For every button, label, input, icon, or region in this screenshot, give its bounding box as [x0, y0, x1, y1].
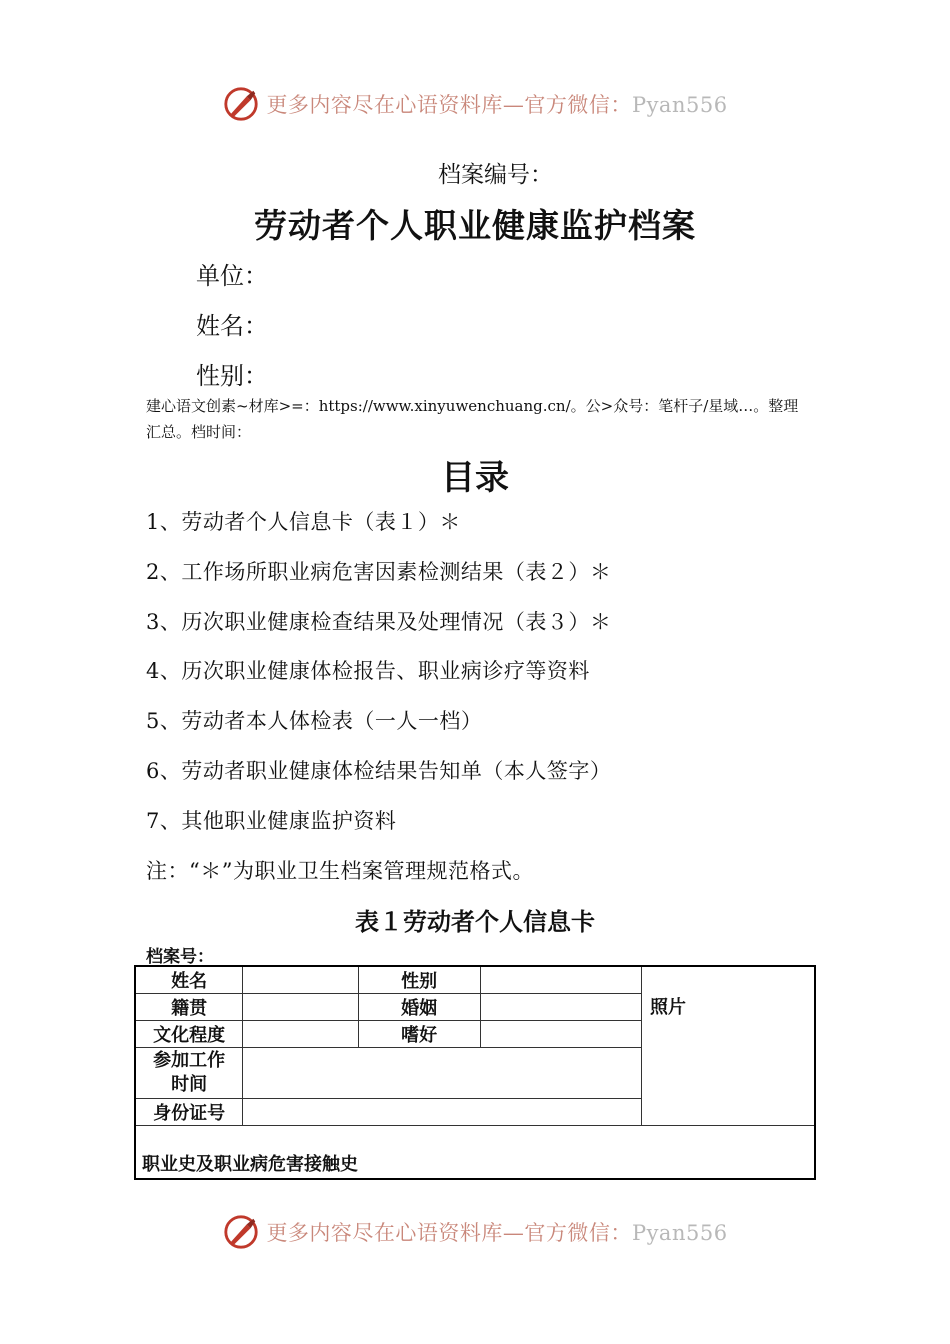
table1-archive-label: 档案号： [146, 947, 214, 967]
name-field-label: 姓名： [196, 312, 268, 340]
toc-item: 2、工作场所职业病危害因素检测结果（表２）＊ [146, 560, 612, 584]
gender-label: 性别 [358, 966, 480, 994]
page-title: 劳动者个人职业健康监护档案 [254, 206, 696, 245]
toc-item: 4、历次职业健康体检报告、职业病诊疗等资料 [146, 659, 590, 683]
occupational-history-label: 职业史及职业病危害接触史 [135, 1126, 815, 1180]
native-place-label: 籍贯 [135, 994, 243, 1021]
toc-item: 5、劳动者本人体检表（一人一档） [146, 709, 483, 733]
bottom-banner [0, 1210, 950, 1254]
toc-item: 1、劳动者个人信息卡（表１）＊ [146, 510, 461, 534]
toc-item: 6、劳动者职业健康体检结果告知单（本人签字） [146, 759, 612, 783]
unit-field-label: 单位： [196, 262, 268, 290]
marriage-label: 婚姻 [358, 994, 480, 1021]
work-start-label [135, 1048, 243, 1099]
education-label: 文化程度 [135, 1021, 243, 1048]
table1-title: 表１劳动者个人信息卡 [355, 907, 595, 936]
gender-value-cell [480, 966, 641, 994]
hobby-value-cell [480, 1021, 641, 1048]
id-number-value-cell [243, 1099, 642, 1126]
hobby-label: 嗜好 [358, 1021, 480, 1048]
id-number-label: 身份证号 [135, 1099, 243, 1126]
marriage-value-cell [480, 994, 641, 1021]
banner-text: 更多内容尽在心语资料库—官方微信：Pyan556 [266, 93, 728, 117]
toc-item: 3、历次职业健康检查结果及处理情况（表３）＊ [146, 610, 612, 634]
banner-wechat-id: Pyan556 [631, 93, 728, 117]
native-place-value-cell [243, 994, 359, 1021]
table-row [135, 1126, 815, 1180]
name-value-cell [243, 966, 359, 994]
personal-info-table [134, 965, 816, 1180]
toc-note: 注：“＊”为职业卫生档案管理规范格式。 [146, 859, 534, 883]
table-row [135, 966, 815, 994]
banner-text: 更多内容尽在心语资料库—官方微信：Pyan556 [266, 1221, 728, 1245]
work-start-label-line2: 时间 [171, 1074, 208, 1095]
source-note: 建心语文创素~材库>=：https://www.xinyuwenchuang.cn/。公>众号：笔杆子/星域…。整理汇总。档时间： [146, 397, 799, 441]
name-label: 姓名 [135, 966, 243, 994]
top-banner [0, 82, 950, 126]
toc-item: 7、其他职业健康监护资料 [146, 809, 397, 833]
pen-nib-logo-icon [222, 1213, 260, 1251]
banner-wechat-id: Pyan556 [631, 1221, 728, 1245]
work-start-label-line1: 参加工作 [153, 1050, 226, 1071]
photo-cell: 照片 [641, 966, 815, 1126]
toc-title: 目录 [441, 458, 509, 498]
education-value-cell [243, 1021, 359, 1048]
archive-number-label: 档案编号： [438, 162, 553, 188]
gender-field-label: 性别： [196, 362, 268, 390]
pen-nib-logo-icon [222, 85, 260, 123]
work-start-value-cell [243, 1048, 642, 1099]
